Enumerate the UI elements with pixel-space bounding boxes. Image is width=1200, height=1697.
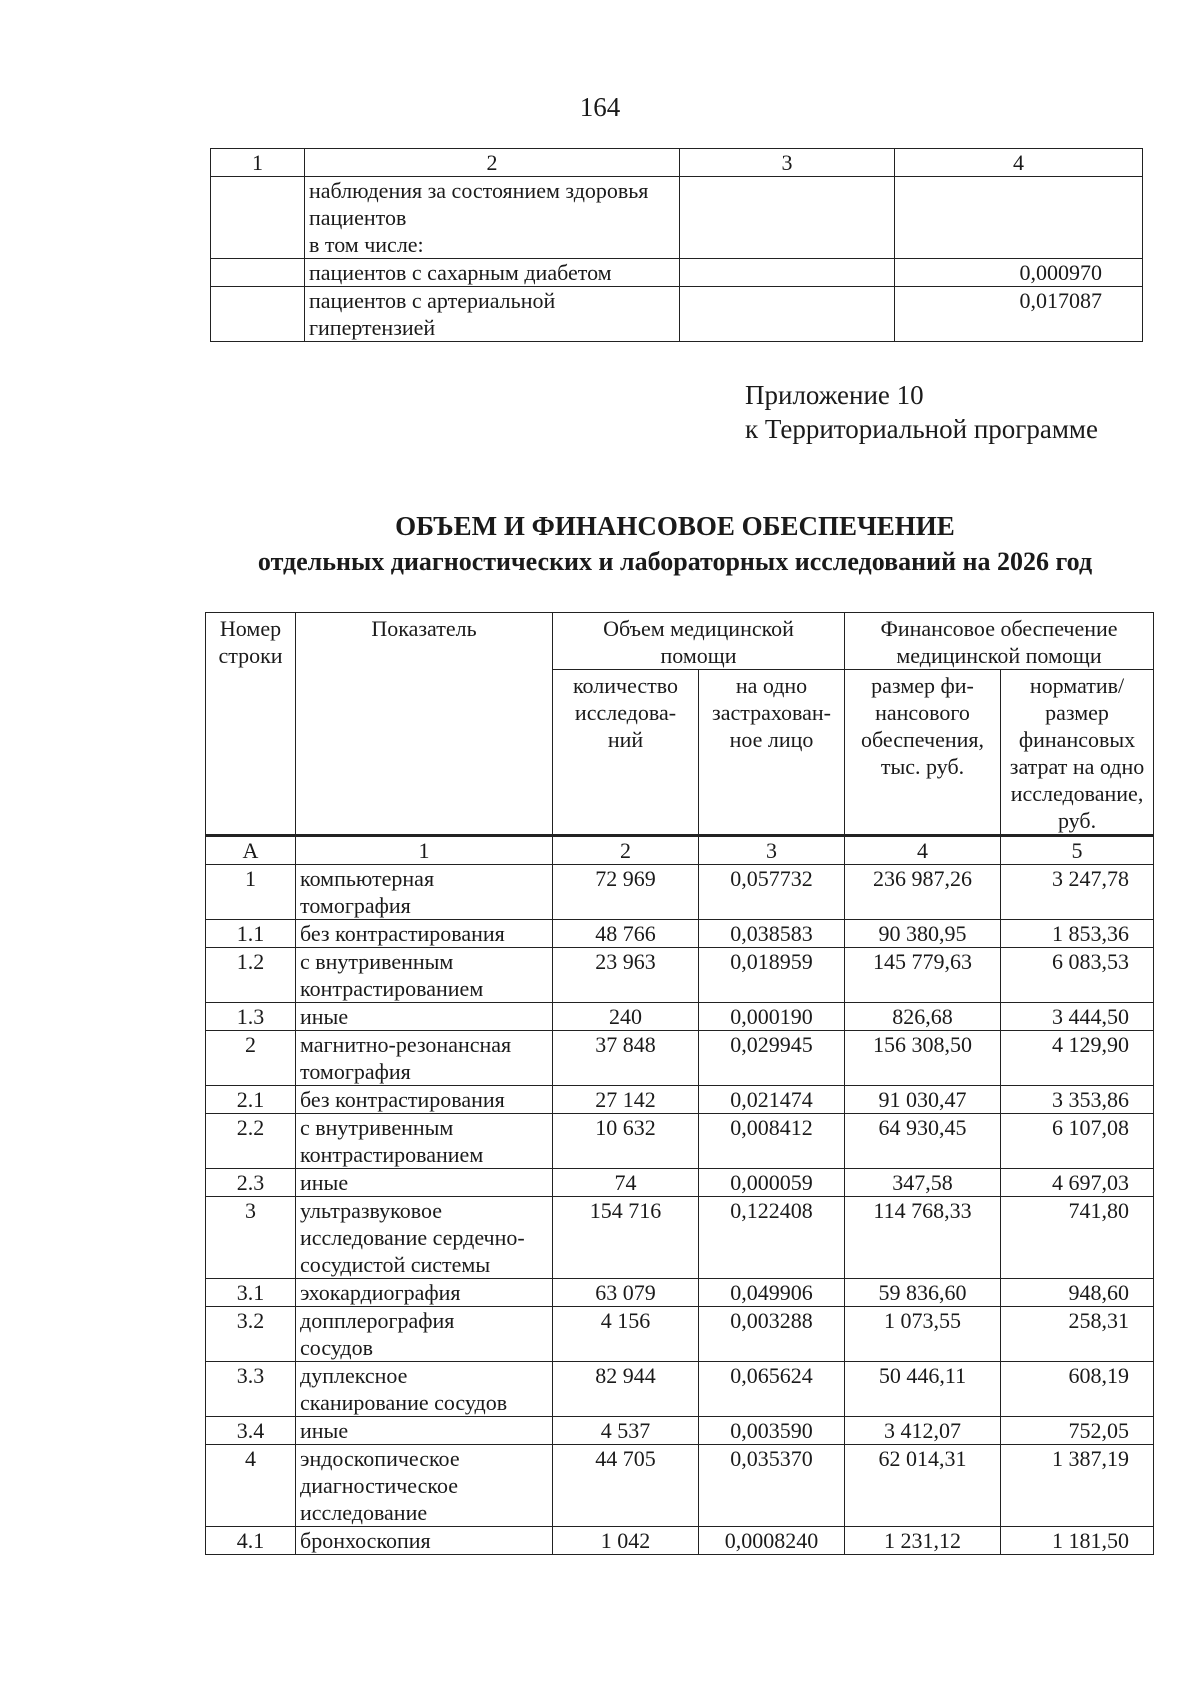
header-line: нансового bbox=[875, 700, 970, 725]
row-per-insured: 0,008412 bbox=[699, 1114, 845, 1169]
indicator-line: сосудов bbox=[300, 1335, 373, 1360]
cont-header-cell: 2 bbox=[305, 149, 680, 177]
indicator-line: томография bbox=[300, 893, 411, 918]
appendix-line-2: к Территориальной программе bbox=[745, 414, 1098, 444]
indicator-line: контрастированием bbox=[300, 976, 484, 1001]
header-line: ний bbox=[607, 727, 644, 752]
header-line: Объем медицинской bbox=[603, 616, 794, 641]
header-line: помощи bbox=[660, 643, 737, 668]
row-indicator bbox=[296, 865, 553, 920]
cont-text-line: в том числе: bbox=[309, 232, 424, 257]
header-row-number bbox=[206, 613, 296, 836]
row-norm: 948,60 bbox=[1001, 1279, 1154, 1307]
header-line: на одно bbox=[735, 673, 808, 698]
row-per-insured: 0,035370 bbox=[699, 1445, 845, 1527]
row-per-insured: 0,018959 bbox=[699, 948, 845, 1003]
cont-header-cell: 3 bbox=[680, 149, 895, 177]
cont-text-line: гипертензией bbox=[309, 315, 436, 340]
header-per-insured bbox=[699, 670, 845, 836]
row-count: 10 632 bbox=[553, 1114, 699, 1169]
header-line: застрахован- bbox=[712, 700, 831, 725]
row-number: 1 bbox=[206, 865, 296, 920]
header-line: тыс. руб. bbox=[880, 754, 965, 779]
row-finance: 59 836,60 bbox=[845, 1279, 1001, 1307]
title-line-2: отдельных диагностических и лабораторных исследований на 2026 год bbox=[257, 547, 1093, 576]
header-finance-amount bbox=[845, 670, 1001, 836]
indicator-line: томография bbox=[300, 1059, 411, 1084]
header-line: исследова- bbox=[574, 700, 677, 725]
row-count: 82 944 bbox=[553, 1362, 699, 1417]
row-indicator bbox=[296, 1114, 553, 1169]
cont-cell-empty bbox=[680, 259, 895, 287]
header-line: медицинской помощи bbox=[896, 643, 1102, 668]
row-finance: 1 073,55 bbox=[845, 1307, 1001, 1362]
row-indicator bbox=[296, 920, 553, 948]
table-row bbox=[206, 1527, 1154, 1555]
row-count: 74 bbox=[553, 1169, 699, 1197]
column-number-cell: 4 bbox=[845, 836, 1001, 865]
row-number: 3.3 bbox=[206, 1362, 296, 1417]
indicator-line: иные bbox=[300, 1170, 349, 1195]
row-indicator bbox=[296, 1445, 553, 1527]
table-row bbox=[206, 865, 1154, 920]
indicator-line: сканирование сосудов bbox=[300, 1390, 508, 1415]
column-number-cell: 2 bbox=[553, 836, 699, 865]
indicator-line: эхокардиография bbox=[300, 1280, 461, 1305]
cont-cell-empty bbox=[680, 177, 895, 259]
row-indicator bbox=[296, 1003, 553, 1031]
row-number: 3.2 bbox=[206, 1307, 296, 1362]
row-finance: 114 768,33 bbox=[845, 1197, 1001, 1279]
cont-header-cell: 1 bbox=[211, 149, 305, 177]
indicator-line: ультразвуковое bbox=[300, 1198, 443, 1223]
row-norm: 3 444,50 bbox=[1001, 1003, 1154, 1031]
row-number: 4 bbox=[206, 1445, 296, 1527]
cont-cell-text bbox=[305, 177, 680, 259]
cont-cell-value bbox=[895, 177, 1143, 259]
column-number-cell: 1 bbox=[296, 836, 553, 865]
row-count: 37 848 bbox=[553, 1031, 699, 1086]
column-number-cell: 5 bbox=[1001, 836, 1154, 865]
row-per-insured: 0,0008240 bbox=[699, 1527, 845, 1555]
column-number-cell: 3 bbox=[699, 836, 845, 865]
continuation-table bbox=[210, 148, 1143, 342]
header-line: Показатель bbox=[371, 616, 477, 641]
row-norm: 258,31 bbox=[1001, 1307, 1154, 1362]
appendix-line-1: Приложение 10 bbox=[745, 380, 924, 410]
cont-row bbox=[211, 177, 1143, 259]
indicator-line: с внутривенным bbox=[300, 1115, 454, 1140]
cont-cell-num bbox=[211, 259, 305, 287]
header-line: строки bbox=[218, 643, 283, 668]
row-count: 48 766 bbox=[553, 920, 699, 948]
cont-cell-num bbox=[211, 287, 305, 342]
cont-row bbox=[211, 259, 1143, 287]
row-number: 3.1 bbox=[206, 1279, 296, 1307]
header-line: размер bbox=[1045, 700, 1109, 725]
table-row bbox=[206, 1031, 1154, 1086]
header-line: руб. bbox=[1057, 808, 1097, 833]
table-row bbox=[206, 1307, 1154, 1362]
cont-text-line: пациентов с сахарным диабетом bbox=[309, 260, 612, 285]
indicator-line: иные bbox=[300, 1004, 349, 1029]
table-row bbox=[206, 920, 1154, 948]
header-line: исследование, bbox=[1010, 781, 1144, 806]
indicator-line: без контрастирования bbox=[300, 921, 505, 946]
table-row bbox=[206, 1114, 1154, 1169]
header-volume-group bbox=[553, 613, 845, 670]
indicator-line: исследование bbox=[300, 1500, 428, 1525]
header-line: норматив/ bbox=[1029, 673, 1125, 698]
row-per-insured: 0,021474 bbox=[699, 1086, 845, 1114]
row-count: 4 537 bbox=[553, 1417, 699, 1445]
row-finance: 145 779,63 bbox=[845, 948, 1001, 1003]
cont-row bbox=[211, 287, 1143, 342]
indicator-line: дуплексное bbox=[300, 1363, 408, 1388]
row-finance: 1 231,12 bbox=[845, 1527, 1001, 1555]
indicator-line: эндоскопическое bbox=[300, 1446, 460, 1471]
cont-text-line: наблюдения за состоянием здоровья bbox=[309, 178, 649, 203]
header-line: затрат на одно bbox=[1009, 754, 1145, 779]
row-norm: 3 353,86 bbox=[1001, 1086, 1154, 1114]
row-finance: 50 446,11 bbox=[845, 1362, 1001, 1417]
cont-cell-value: 0,000970 bbox=[895, 259, 1143, 287]
row-indicator bbox=[296, 1527, 553, 1555]
row-norm: 3 247,78 bbox=[1001, 865, 1154, 920]
row-finance: 826,68 bbox=[845, 1003, 1001, 1031]
row-indicator bbox=[296, 1417, 553, 1445]
row-per-insured: 0,038583 bbox=[699, 920, 845, 948]
row-indicator bbox=[296, 948, 553, 1003]
row-number: 2.3 bbox=[206, 1169, 296, 1197]
table-row bbox=[206, 1445, 1154, 1527]
row-per-insured: 0,029945 bbox=[699, 1031, 845, 1086]
cont-cell-text bbox=[305, 287, 680, 342]
indicator-line: контрастированием bbox=[300, 1142, 484, 1167]
row-number: 1.1 bbox=[206, 920, 296, 948]
row-indicator bbox=[296, 1086, 553, 1114]
header-line: обеспечения, bbox=[861, 727, 984, 752]
header-finance-group bbox=[845, 613, 1154, 670]
row-finance: 3 412,07 bbox=[845, 1417, 1001, 1445]
row-finance: 64 930,45 bbox=[845, 1114, 1001, 1169]
row-number: 2.1 bbox=[206, 1086, 296, 1114]
row-finance: 347,58 bbox=[845, 1169, 1001, 1197]
cont-cell-empty bbox=[680, 287, 895, 342]
row-per-insured: 0,000059 bbox=[699, 1169, 845, 1197]
header-count bbox=[553, 670, 699, 836]
indicator-line: бронхоскопия bbox=[300, 1528, 431, 1553]
row-number: 3.4 bbox=[206, 1417, 296, 1445]
header-line: ное лицо bbox=[729, 727, 814, 752]
table-row bbox=[206, 1003, 1154, 1031]
row-count: 63 079 bbox=[553, 1279, 699, 1307]
header-line: размер фи- bbox=[871, 673, 974, 698]
row-norm: 1 387,19 bbox=[1001, 1445, 1154, 1527]
cont-text-line: пациентов с артериальной bbox=[309, 288, 556, 313]
row-norm: 1 181,50 bbox=[1001, 1527, 1154, 1555]
row-norm: 4 697,03 bbox=[1001, 1169, 1154, 1197]
row-count: 72 969 bbox=[553, 865, 699, 920]
row-norm: 741,80 bbox=[1001, 1197, 1154, 1279]
column-number-cell: А bbox=[206, 836, 296, 865]
document-title bbox=[0, 508, 1200, 580]
row-indicator bbox=[296, 1307, 553, 1362]
table-row bbox=[206, 1169, 1154, 1197]
indicator-line: сосудистой системы bbox=[300, 1252, 491, 1277]
row-per-insured: 0,057732 bbox=[699, 865, 845, 920]
row-per-insured: 0,003590 bbox=[699, 1417, 845, 1445]
row-count: 27 142 bbox=[553, 1086, 699, 1114]
header-norm bbox=[1001, 670, 1154, 836]
row-count: 23 963 bbox=[553, 948, 699, 1003]
header-line: финансовых bbox=[1018, 727, 1136, 752]
row-norm: 608,19 bbox=[1001, 1362, 1154, 1417]
row-finance: 236 987,26 bbox=[845, 865, 1001, 920]
row-norm: 6 083,53 bbox=[1001, 948, 1154, 1003]
cont-cell-text bbox=[305, 259, 680, 287]
title-line-1: ОБЪЕМ И ФИНАНСОВОЕ ОБЕСПЕЧЕНИЕ bbox=[395, 511, 955, 541]
indicator-line: магнитно-резонансная bbox=[300, 1032, 512, 1057]
row-indicator bbox=[296, 1031, 553, 1086]
appendix-note bbox=[745, 378, 1098, 446]
row-norm: 4 129,90 bbox=[1001, 1031, 1154, 1086]
row-number: 4.1 bbox=[206, 1527, 296, 1555]
row-number: 2 bbox=[206, 1031, 296, 1086]
indicator-line: допплерография bbox=[300, 1308, 455, 1333]
table-row bbox=[206, 1086, 1154, 1114]
indicator-line: диагностическое bbox=[300, 1473, 458, 1498]
indicator-line: исследование сердечно- bbox=[300, 1225, 525, 1250]
table-row bbox=[206, 1362, 1154, 1417]
header-row-1 bbox=[206, 613, 1154, 670]
row-number: 3 bbox=[206, 1197, 296, 1279]
table-row bbox=[206, 1417, 1154, 1445]
indicator-line: иные bbox=[300, 1418, 349, 1443]
cont-header-row bbox=[211, 149, 1143, 177]
header-line: Финансовое обеспечение bbox=[880, 616, 1118, 641]
row-indicator bbox=[296, 1362, 553, 1417]
header-indicator bbox=[296, 613, 553, 836]
row-indicator bbox=[296, 1279, 553, 1307]
cont-cell-num bbox=[211, 177, 305, 259]
header-line: количество bbox=[572, 673, 679, 698]
row-norm: 6 107,08 bbox=[1001, 1114, 1154, 1169]
row-count: 154 716 bbox=[553, 1197, 699, 1279]
row-count: 1 042 bbox=[553, 1527, 699, 1555]
row-count: 240 bbox=[553, 1003, 699, 1031]
table-row bbox=[206, 1197, 1154, 1279]
table-row bbox=[206, 1279, 1154, 1307]
row-indicator bbox=[296, 1169, 553, 1197]
row-per-insured: 0,003288 bbox=[699, 1307, 845, 1362]
row-count: 4 156 bbox=[553, 1307, 699, 1362]
row-per-insured: 0,065624 bbox=[699, 1362, 845, 1417]
row-number: 2.2 bbox=[206, 1114, 296, 1169]
indicator-line: с внутривенным bbox=[300, 949, 454, 974]
row-number: 1.2 bbox=[206, 948, 296, 1003]
main-table bbox=[205, 612, 1154, 1555]
indicator-line: компьютерная bbox=[300, 866, 435, 891]
row-per-insured: 0,122408 bbox=[699, 1197, 845, 1279]
cont-header-cell: 4 bbox=[895, 149, 1143, 177]
row-norm: 752,05 bbox=[1001, 1417, 1154, 1445]
row-per-insured: 0,000190 bbox=[699, 1003, 845, 1031]
row-finance: 156 308,50 bbox=[845, 1031, 1001, 1086]
cont-text-line: пациентов bbox=[309, 205, 407, 230]
row-per-insured: 0,049906 bbox=[699, 1279, 845, 1307]
row-number: 1.3 bbox=[206, 1003, 296, 1031]
row-norm: 1 853,36 bbox=[1001, 920, 1154, 948]
row-finance: 91 030,47 bbox=[845, 1086, 1001, 1114]
table-row bbox=[206, 948, 1154, 1003]
header-line: Номер bbox=[219, 616, 282, 641]
cont-cell-value: 0,017087 bbox=[895, 287, 1143, 342]
row-finance: 90 380,95 bbox=[845, 920, 1001, 948]
row-finance: 62 014,31 bbox=[845, 1445, 1001, 1527]
page-number: 164 bbox=[579, 92, 621, 122]
row-count: 44 705 bbox=[553, 1445, 699, 1527]
column-number-row bbox=[206, 836, 1154, 865]
row-indicator bbox=[296, 1197, 553, 1279]
indicator-line: без контрастирования bbox=[300, 1087, 505, 1112]
